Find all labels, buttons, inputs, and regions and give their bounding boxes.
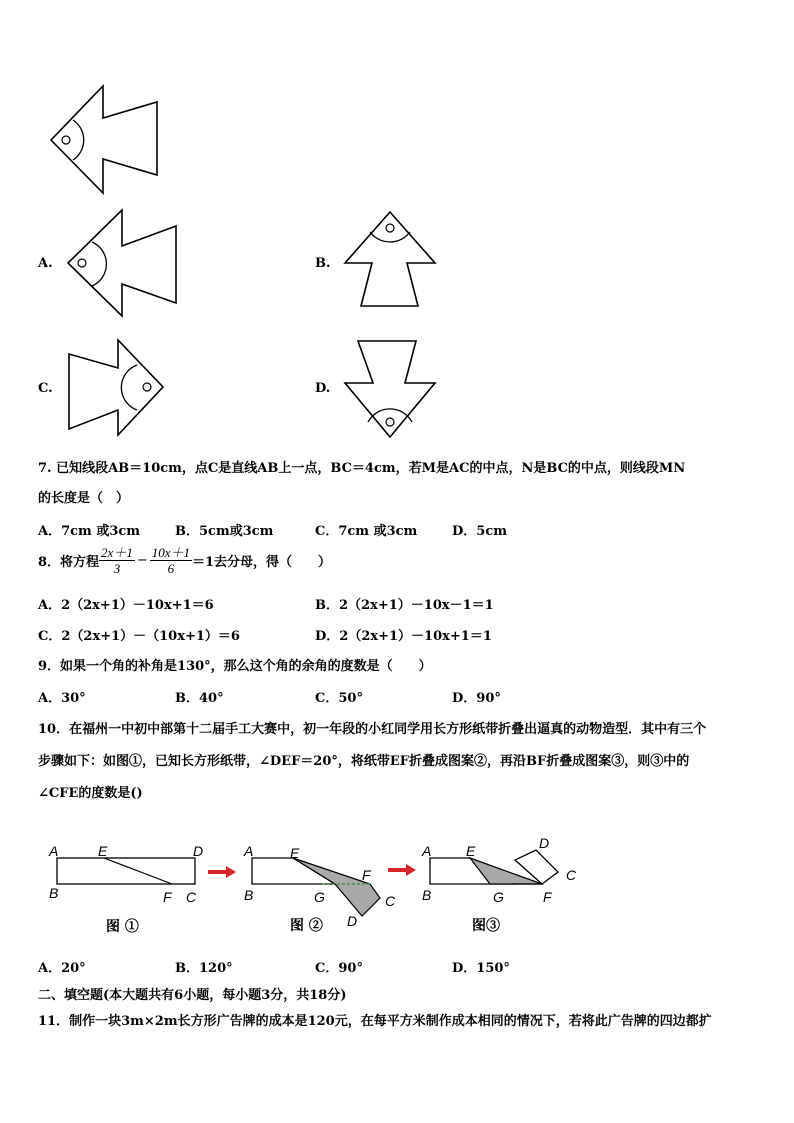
fig3-label-d: D [539, 835, 550, 851]
q9-option-b[interactable]: B．40° [175, 691, 224, 706]
q7-option-c[interactable]: C．7cm 或3cm [315, 524, 418, 539]
fig3-caption: 图③ [472, 918, 500, 934]
q9-option-d[interactable]: D．90° [452, 691, 501, 706]
fig3-label-e: E [466, 843, 476, 859]
option-d-shape[interactable] [330, 335, 450, 445]
fig2-label-a: A [244, 843, 254, 859]
q8-frac2-numerator: 10x＋1 [151, 545, 191, 560]
figure-1 [48, 843, 203, 935]
q9-option-a[interactable]: A．30° [38, 691, 86, 706]
q10-option-d[interactable]: D．150° [452, 961, 510, 976]
fig1-label-e: E [98, 843, 108, 859]
fig3-label-c: C [566, 867, 577, 883]
fig2-label-b: B [244, 887, 254, 903]
option-c-shape[interactable] [0, 330, 200, 450]
fig1-label-a: A [49, 843, 59, 859]
q8-option-d[interactable]: D．2（2x+1）－10x+1＝1 [315, 629, 492, 644]
q8-frac1-denominator: 3 [113, 561, 121, 576]
fig2-label-c: C [385, 893, 396, 909]
option-a-shape[interactable] [0, 200, 200, 320]
q8-fraction-2 [150, 545, 192, 576]
fig2-label-e: E [290, 845, 300, 861]
q8-frac1-numerator: 2x＋1 [101, 545, 133, 560]
q9-stem: 9．如果一个角的补角是130°，那么这个角的余角的度数是（ ） [38, 659, 432, 674]
fig1-label-b: B [49, 885, 59, 901]
fig2-caption: 图 ② [290, 918, 323, 934]
fig2-label-d: D [347, 913, 358, 929]
figure-2 [243, 843, 396, 934]
fig1-label-f: F [163, 889, 172, 905]
section-2-heading: 二、填空题(本大题共有6小题，每小题3分，共18分) [38, 988, 347, 1003]
fig1-label-d: D [193, 843, 204, 859]
q8-option-c[interactable]: C．2（2x+1）－（10x+1）＝6 [38, 629, 240, 644]
q7-option-d[interactable]: D．5cm [452, 524, 507, 539]
q10-stem-line1: 10．在福州一中初中部第十二届手工大赛中，初一年段的小红同学用长方形纸带折叠出逼真的动物造型．其中有三个 [38, 722, 707, 737]
q7-stem-line1: 7. 已知线段AB＝10cm，点C是直线AB上一点，BC＝4cm，若M是AC的中点，N是BC的中点，则线段MN [38, 461, 686, 476]
option-d-label[interactable]: D. [315, 381, 331, 396]
option-a-label[interactable]: A. [38, 256, 53, 271]
reference-shape [0, 0, 794, 220]
fig2-label-f: F [362, 867, 371, 883]
q9-option-c[interactable]: C．50° [315, 691, 363, 706]
q8-prefix: 8．将方程 [38, 555, 100, 570]
fig3-label-f: F [543, 889, 552, 905]
q7-option-b[interactable]: B．5cm或3cm [175, 524, 274, 539]
arrow-2-icon [388, 864, 416, 876]
q8-stem [38, 545, 331, 576]
q8-minus: − [136, 553, 148, 568]
fig3-label-g: G [493, 889, 504, 905]
q10-stem-line2: 步骤如下：如图①，已知长方形纸带，∠DEF＝20°，将纸带EF折叠成图案②，再沿BF折叠成图案③，则③中的 [38, 754, 690, 769]
q10-option-a[interactable]: A．20° [38, 961, 86, 976]
option-b-shape[interactable] [330, 210, 450, 320]
fig1-label-c: C [186, 889, 197, 905]
q8-fraction-1 [99, 545, 135, 576]
arrow-1-icon [208, 866, 236, 878]
fig3-label-b: B [422, 887, 432, 903]
fig2-label-g: G [314, 889, 325, 905]
q7-stem-line2: 的长度是（ ） [38, 491, 130, 506]
option-c-label[interactable]: C. [38, 381, 53, 396]
fig1-caption: 图 ① [106, 919, 139, 935]
q10-stem-line3: ∠CFE的度数是() [38, 786, 143, 801]
q8-option-b[interactable]: B．2（2x+1）－10x－1＝1 [315, 598, 494, 613]
q8-option-a[interactable]: A．2（2x+1）－10x+1＝6 [38, 598, 214, 613]
figure-3 [421, 835, 577, 934]
fig3-label-a: A [422, 843, 432, 859]
option-b-label[interactable]: B. [315, 256, 331, 271]
q8-frac2-denominator: 6 [167, 561, 175, 576]
q11-stem: 11．制作一块3m×2m长方形广告牌的成本是120元，在每平方米制作成本相同的情况下，若将此广告牌的四边都扩 [38, 1014, 712, 1029]
q10-option-b[interactable]: B．120° [175, 961, 233, 976]
q10-folding-figures [0, 820, 794, 940]
q8-suffix: ＝1去分母，得（ ） [192, 555, 332, 570]
q10-option-c[interactable]: C．90° [315, 961, 363, 976]
q7-option-a[interactable]: A．7cm 或3cm [38, 524, 141, 539]
